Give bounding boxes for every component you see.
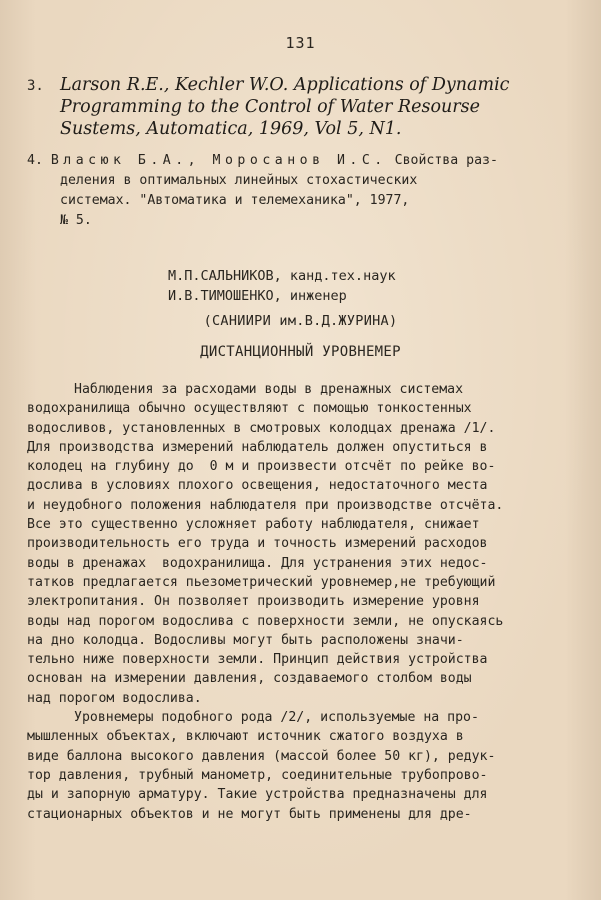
body-line: мышленных объектах, включают источник сжатого воздуха в — [27, 729, 464, 745]
body-line: тор давления, трубный манометр, соединительные трубопрово- — [27, 767, 488, 783]
reference-3-handwritten-text — [60, 74, 560, 140]
reference-3-line: Sustems, Automatica, 1969, Vol 5, N1. — [60, 119, 402, 139]
body-line: воды в дренажах водохранилища. Для устранения этих недос- — [27, 555, 488, 571]
body-line: Для производства измерений наблюдатель должен опуститься в — [27, 439, 488, 455]
body-line: Наблюдения за расходами воды в дренажных системах — [74, 382, 464, 397]
reference-3-line: Programming to the Control of Water Resourse — [60, 97, 480, 117]
body-line: водохранилища обычно осуществляют с помощью тонкостенных — [27, 401, 472, 417]
affiliation: (САНИИРИ им.В.Д.ЖУРИНА) — [203, 313, 398, 329]
body-line: татков предлагается пьезометрический уровнемер,не требующий — [27, 574, 496, 590]
body-line: ды и запорную арматуру. Такие устройства предназначены для — [27, 787, 488, 803]
reference-4-line: системах. "Автоматика и телемеханика", 1977, — [60, 193, 410, 208]
reference-3-line: Larson R.E., Kechler W.O. Applications of Dynamic — [60, 75, 510, 95]
body-line: стационарных объектов и не могут быть применены для дре- — [27, 806, 472, 822]
reference-4-first-line — [27, 151, 567, 171]
body-line: виде баллона высокого давления (массой более 50 кг), редук- — [27, 748, 496, 764]
reference-4-line: Свойства раз- — [394, 153, 498, 168]
body-line: колодец на глубину до 0 м и произвести отсчёт по рейке во- — [27, 459, 496, 475]
reference-4-number: 4. — [27, 153, 43, 168]
article-authors — [168, 266, 548, 306]
reference-4-line: деления в оптимальных линейных стохастических — [60, 173, 418, 188]
body-line: водосливов, установленных в смотровых колодцах дренажа /1/. — [27, 420, 496, 436]
article-body — [27, 380, 567, 824]
reference-4 — [27, 151, 567, 231]
reference-3-number: 3. — [27, 78, 44, 94]
author-line: М.П.САЛЬНИКОВ, канд.тех.наук — [168, 268, 396, 284]
body-line: тельно ниже поверхности земли. Принцип действия устройства — [27, 652, 488, 668]
body-line: электропитания. Он позволяет производить измерение уровня — [27, 594, 480, 610]
body-line: основан на измерении давления, создаваемого столбом воды — [27, 671, 472, 687]
body-line: Все это существенно усложняет работу наблюдателя, снижает — [27, 517, 480, 533]
body-line: на дно колодца. Водосливы могут быть расположены значи- — [27, 632, 464, 648]
reference-4-authors: Власюк Б.А., Моросанов И.С. — [50, 153, 387, 168]
body-line: производительность его труда и точность измерений расходов — [27, 536, 488, 552]
body-line: Уровнемеры подобного рода /2/, используемые на про- — [74, 710, 479, 726]
author-line: И.В.ТИМОШЕНКО, инженер — [168, 288, 347, 304]
page-number: 131 — [285, 34, 316, 52]
reference-4-line: № 5. — [60, 213, 92, 228]
body-line: воды над порогом водослива с поверхности земли, не опускаясь — [27, 613, 504, 629]
body-line: дослива в условиях плохого освещения, недостаточного места — [27, 478, 488, 494]
body-line: и неудобного положения наблюдателя при производстве отсчёта. — [27, 497, 504, 513]
article-title: ДИСТАНЦИОННЫЙ УРОВНЕМЕР — [200, 344, 401, 360]
body-line: над порогом водослива. — [27, 690, 202, 706]
